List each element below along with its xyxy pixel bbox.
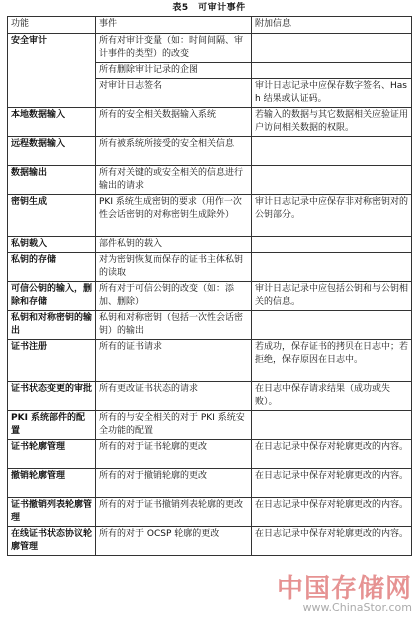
table-caption: 表5 可审计事件 (172, 3, 246, 13)
table-row (8, 311, 412, 340)
column-header-additional-info: 附加信息 (252, 17, 412, 34)
info-cell (252, 253, 412, 282)
event-cell: 对为密钥恢复而保存的证书主体私钥的读取 (96, 253, 252, 282)
table-row (8, 282, 412, 311)
event-cell: 所有的对于证书撤销列表轮廓的更改 (96, 498, 252, 527)
function-cell: 证书注册 (8, 340, 96, 382)
event-cell: 所有的证书请求 (96, 340, 252, 382)
event-cell: 所有的对于 OCSP 轮廓的更改 (96, 527, 252, 556)
event-cell: 所有删除审计记录的企图 (96, 63, 252, 79)
info-cell: 在日志记录中保存对轮廓更改的内容。 (252, 469, 412, 498)
table-row (8, 498, 412, 527)
function-cell: 撤销轮廓管理 (8, 469, 96, 498)
function-cell: 远程数据输入 (8, 137, 96, 166)
event-cell: 所有的对于撤销轮廓的更改 (96, 469, 252, 498)
event-cell: 所有对审计变量（如：时间间隔、审计事件的类型）的改变 (96, 34, 252, 63)
function-cell: 证书撤销列表轮廓管理 (8, 498, 96, 527)
audit-events-table (7, 16, 412, 556)
info-cell (252, 237, 412, 253)
info-cell: 审计日志记录中应包括公钥和与公钥相关的信息。 (252, 282, 412, 311)
info-cell (252, 34, 412, 63)
info-cell (252, 411, 412, 440)
info-cell (252, 137, 412, 166)
event-cell: 所有对于可信公钥的改变（如：添加、删除） (96, 282, 252, 311)
event-cell: 部件私钥的载入 (96, 237, 252, 253)
header-row (8, 17, 412, 34)
function-cell: PKI 系统部件的配置 (8, 411, 96, 440)
function-cell: 证书状态变更的审批 (8, 382, 96, 411)
column-header-function: 功能 (8, 17, 96, 34)
table-row (8, 166, 412, 195)
function-cell: 证书轮廓管理 (8, 440, 96, 469)
watermark-logo-text: 中国存储网 (276, 574, 412, 604)
info-cell: 审计日志记录中应保存非对称密钥对的公钥部分。 (252, 195, 412, 237)
info-cell: 在日志记录中保存对轮廓更改的内容。 (252, 440, 412, 469)
function-cell: 本地数据输入 (8, 108, 96, 137)
function-cell: 可信公钥的输入，删除和存储 (8, 282, 96, 311)
table-row (8, 340, 412, 382)
event-cell: 所有被系统所接受的安全相关信息 (96, 137, 252, 166)
function-cell: 在线证书状态协议轮廓管理 (8, 527, 96, 556)
watermark-url: www.ChinaStor.com (302, 601, 412, 614)
table-row (8, 440, 412, 469)
table-row (8, 34, 412, 63)
function-cell: 密钥生成 (8, 195, 96, 237)
column-header-event: 事件 (96, 17, 252, 34)
function-cell: 私钥的存储 (8, 253, 96, 282)
watermark (277, 576, 412, 614)
info-cell: 在日志记录中保存对轮廓更改的内容。 (252, 498, 412, 527)
info-cell (252, 63, 412, 79)
event-cell: 所有更改证书状态的请求 (96, 382, 252, 411)
table-row (8, 253, 412, 282)
info-cell: 若输入的数据与其它数据相关应验证用户访问相关数据的权限。 (252, 108, 412, 137)
table-row (8, 382, 412, 411)
table-row (8, 469, 412, 498)
table-header (8, 17, 412, 34)
event-cell: 所有对关键的或安全相关的信息进行输出的请求 (96, 166, 252, 195)
table-row (8, 195, 412, 237)
table-row (8, 137, 412, 166)
function-cell: 私钥和对称密钥的输出 (8, 311, 96, 340)
function-cell: 安全审计 (8, 34, 96, 108)
function-cell: 私钥载入 (8, 237, 96, 253)
info-cell: 在日志中保存请求结果（成功或失败）。 (252, 382, 412, 411)
table-row (8, 527, 412, 556)
event-cell: 对审计日志签名 (96, 79, 252, 108)
info-cell (252, 311, 412, 340)
event-cell: 私钥和对称密钥（包括一次性会话密钥）的输出 (96, 311, 252, 340)
info-cell: 在日志记录中保存对轮廓更改的内容。 (252, 527, 412, 556)
info-cell: 审计日志记录中应保存数字签名、Hash 结果或认证码。 (252, 79, 412, 108)
event-cell: 所有的安全相关数据输入系统 (96, 108, 252, 137)
table-row (8, 411, 412, 440)
event-cell: 所有的对于证书轮廓的更改 (96, 440, 252, 469)
info-cell (252, 166, 412, 195)
function-cell: 数据输出 (8, 166, 96, 195)
event-cell: PKI 系统生成密钥的要求（用作一次性会话密钥的对称密钥生成除外） (96, 195, 252, 237)
info-cell: 若成功，保存证书的拷贝在日志中；若拒绝，保存原因在日志中。 (252, 340, 412, 382)
table-row (8, 108, 412, 137)
table-body (8, 34, 412, 556)
event-cell: 所有的与安全相关的对于 PKI 系统安全功能的配置 (96, 411, 252, 440)
table-row (8, 237, 412, 253)
